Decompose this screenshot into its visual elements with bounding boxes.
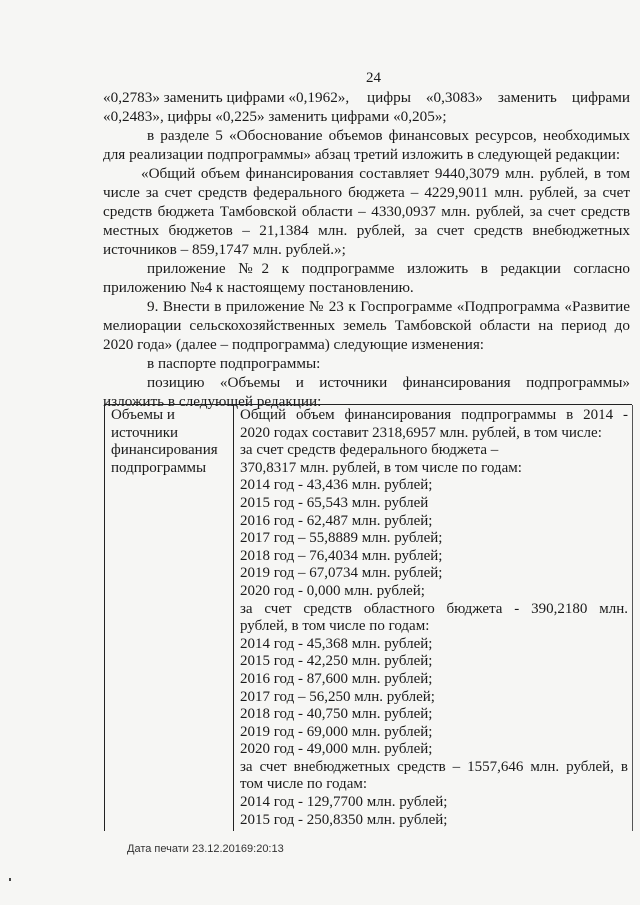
body-line: «0,2483», цифры «0,225» заменить цифрами «0,205»; [103, 108, 447, 125]
line1-right-text: цифры «0,3083» заменить цифрами [367, 89, 630, 106]
table-left-cell [111, 407, 229, 477]
right-cell-line: том числе по годам: [240, 776, 368, 793]
right-cell-line: за счет средств федерального бюджета – [240, 442, 499, 459]
left-cell-line: финансирования [111, 442, 218, 459]
table-right-cell [240, 407, 628, 829]
right-cell-line: 2014 год - 43,436 млн. рублей; [240, 477, 433, 494]
left-cell-line: источники [111, 424, 179, 441]
right-cell-line: 2014 год - 129,7700 млн. рублей; [240, 794, 448, 811]
table-right-border [632, 405, 633, 831]
body-line: приложению №4 к настоящему постановлению. [103, 279, 414, 296]
scan-speck [9, 878, 11, 881]
right-cell-line: 2016 год - 87,600 млн. рублей; [240, 670, 433, 687]
right-cell-line: 370,8317 млн. рублей, в том числе по годам: [240, 459, 522, 476]
right-cell-line: 2019 год - 69,000 млн. рублей; [240, 723, 433, 740]
right-cell-line: 2019 год – 67,0734 млн. рублей; [240, 565, 443, 582]
body-line: для реализации подпрограммы» абзац третий изложить в следующей редакции: [103, 146, 621, 163]
page-number: 24 [366, 70, 381, 86]
body-line: в паспорте подпрограммы: [147, 355, 321, 372]
right-cell-line: 2018 год – 76,4034 млн. рублей; [240, 547, 443, 564]
left-cell-line: Объемы и [111, 407, 175, 423]
body-line-1 [103, 88, 630, 107]
table-column-divider [233, 405, 234, 831]
body-line: местных бюджетов – 21,1384 млн. рублей, за счет средств внебюджетных [103, 222, 630, 239]
right-cell-line: 2015 год - 65,543 млн. рублей [240, 494, 429, 511]
right-cell-line: 2017 год – 55,8889 млн. рублей; [240, 530, 443, 547]
body-line: «Общий объем финансирования составляет 9440,3079 млн. рублей, в том [141, 165, 630, 182]
body-line: в разделе 5 «Обоснование объемов финансовых ресурсов, необходимых [147, 127, 630, 144]
right-cell-line: 2020 год - 0,000 млн. рублей; [240, 582, 425, 599]
print-date-footer: Дата печати 23.12.20169:20:13 [127, 843, 284, 855]
right-cell-line: 2020 годах составит 2318,6957 млн. рублей, в том числе: [240, 424, 602, 441]
body-line: приложение №2 к подпрограмме изложить в редакции согласно [147, 260, 630, 277]
right-cell-line: 2016 год - 62,487 млн. рублей; [240, 512, 433, 529]
right-cell-line: 2014 год - 45,368 млн. рублей; [240, 635, 433, 652]
body-line: 9. Внести в приложение № 23 к Госпрограмме «Подпрограмма «Развитие [147, 298, 630, 315]
right-cell-line: 2017 год – 56,250 млн. рублей; [240, 688, 435, 705]
right-cell-line: рублей, в том числе по годам: [240, 618, 430, 635]
body-line: 2020 года» (далее – подпрограмма) следующие изменения: [103, 336, 485, 353]
right-cell-line: за счет внебюджетных средств – 1557,646 млн. рублей, в [240, 758, 628, 775]
right-cell-line: 2018 год - 40,750 млн. рублей; [240, 706, 433, 723]
body-line: позицию «Объемы и источники финансирования подпрограммы» [147, 374, 630, 391]
right-cell-line: за счет средств областного бюджета - 390,2180 млн. [240, 600, 628, 617]
body-line: изложить в следующей редакции: [103, 393, 322, 410]
right-cell-line: Общий объем финансирования подпрограммы в 2014 - [240, 407, 628, 423]
right-cell-line: 2015 год - 42,250 млн. рублей; [240, 653, 433, 670]
body-line: источников – 859,1747 млн. рублей.»; [103, 241, 346, 258]
left-cell-line: подпрограммы [111, 459, 207, 476]
body-line: мелиорации сельскохозяйственных земель Тамбовской области на период до [103, 317, 630, 334]
financing-table [104, 404, 632, 831]
body-line: средств бюджета Тамбовской области – 4330,0937 млн. рублей, за счет средств [103, 203, 630, 220]
right-cell-line: 2015 год - 250,8350 млн. рублей; [240, 811, 448, 828]
line1-left-text: «0,2783» заменить цифрами «0,1962», [103, 89, 350, 106]
right-cell-line: 2020 год - 49,000 млн. рублей; [240, 741, 433, 758]
body-line: числе за счет средств федерального бюджета – 4229,9011 млн. рублей, за счет [103, 184, 630, 201]
